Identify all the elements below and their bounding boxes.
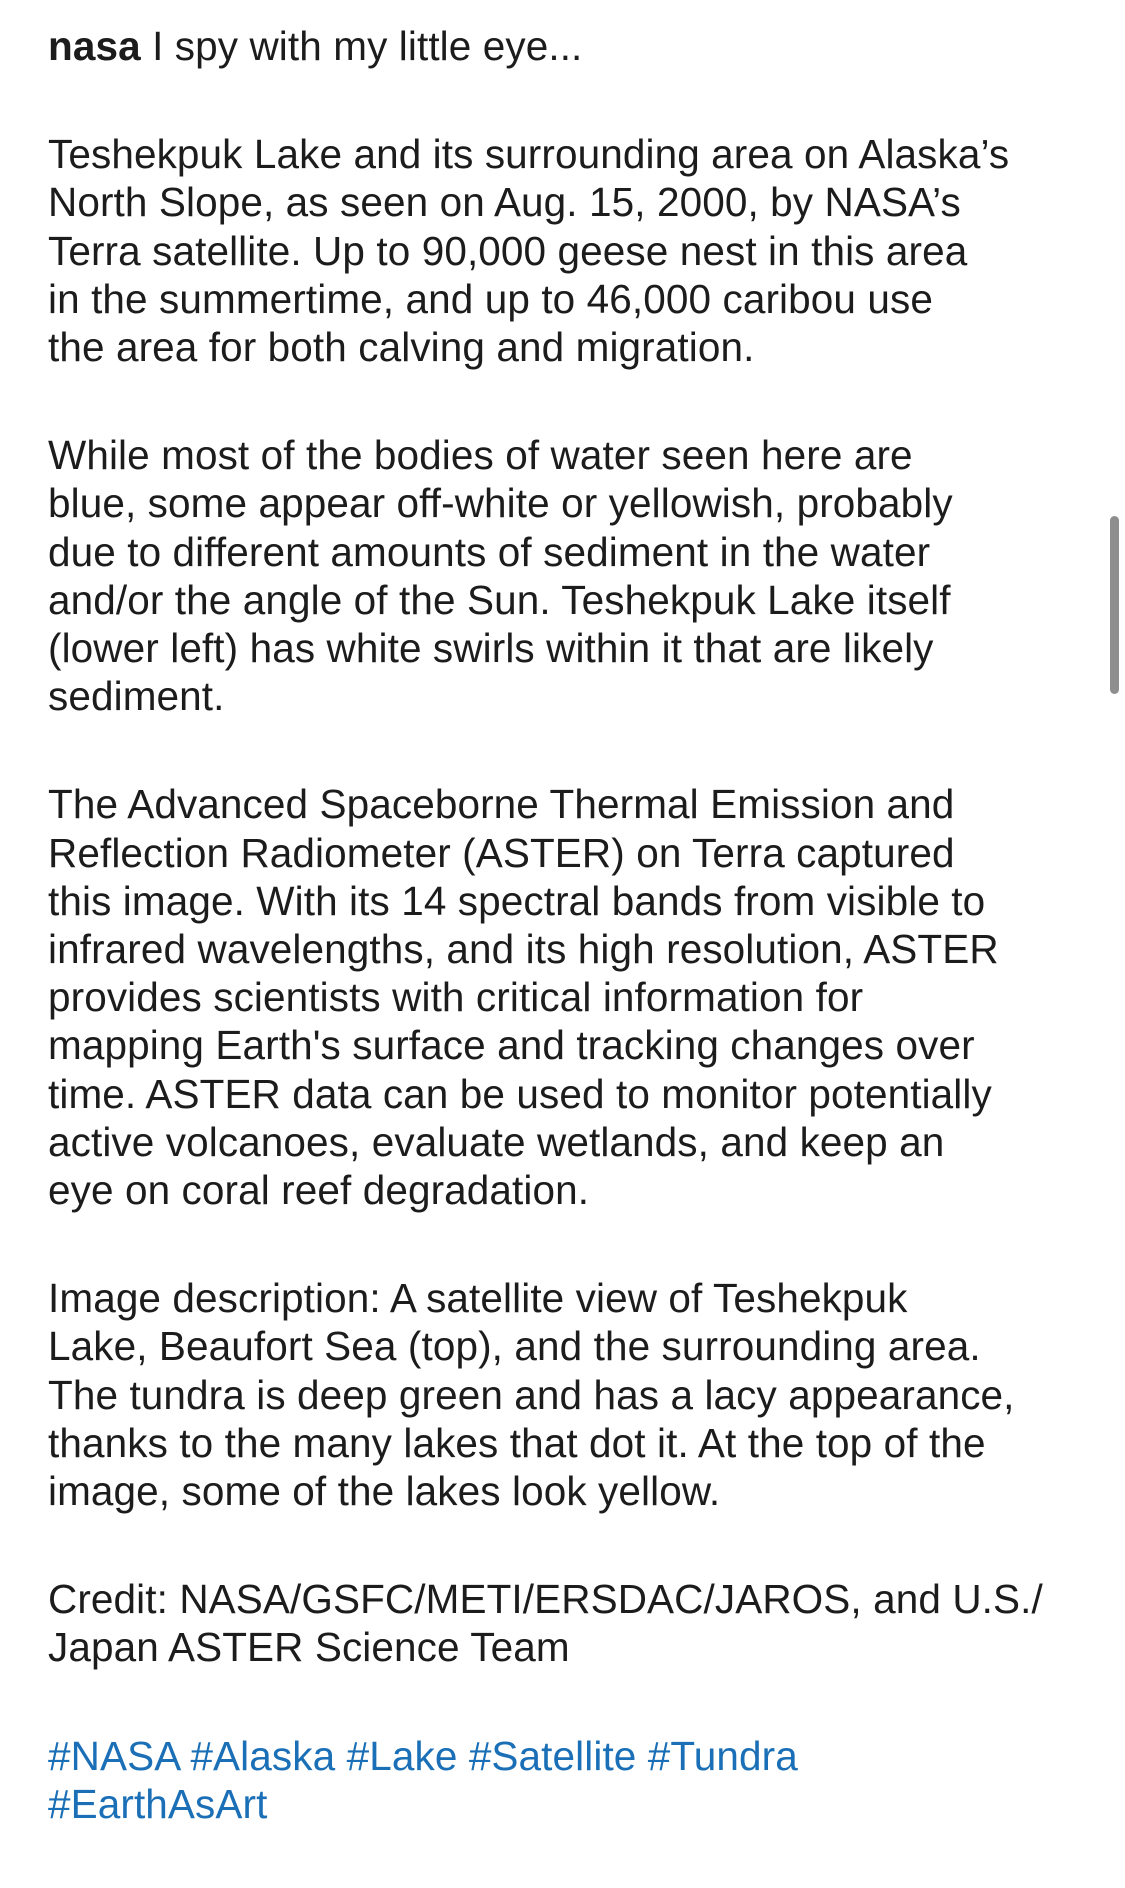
caption-paragraph-4: Image description: A satellite view of Teshekpuk Lake, Beaufort Sea (top), and the surrounding area. The tundra is deep green and has a lacy appearance, thanks to the many lakes that dot it. At the top of the image, some of the lakes look yellow. [48, 1275, 1015, 1515]
hashtag-alaska[interactable]: #Alaska [190, 1732, 336, 1779]
hashtag-list [48, 1732, 1078, 1828]
caption-paragraph-2: While most of the bodies of water seen here are blue, some appear off-white or yellowish, probably due to different amounts of sediment in the water and/or the angle of the Sun. Teshekpuk Lake itself (lower left) has white swirls within it that are likely sediment. [48, 432, 953, 720]
caption-credit: Credit: NASA/GSFC/METI/ERSDAC/JAROS, and U.S./ Japan ASTER Science Team [48, 1576, 1043, 1671]
post-caption [48, 22, 1078, 1888]
username-link[interactable]: nasa [48, 23, 141, 69]
hashtag-satellite[interactable]: #Satellite [468, 1732, 637, 1779]
caption-paragraph-3: The Advanced Spaceborne Thermal Emission and Reflection Radiometer (ASTER) on Terra captured this image. With its 14 spectral bands from visible to infrared wavelengths, and its high resolution, ASTER provides scientists with critical information for mapping Earth's surface and tracking changes over time. ASTER data can be used to monitor potentially active volcanoes, evaluate wetlands, and keep an eye on coral reef degradation. [48, 781, 999, 1214]
caption-intro-text: I spy with my little eye... [152, 23, 583, 69]
caption-first-line [48, 22, 1078, 70]
caption-paragraph-1: Teshekpuk Lake and its surrounding area on Alaska’s North Slope, as seen on Aug. 15, 2000, by NASA’s Terra satellite. Up to 90,000 geese nest in this area in the summertime, and up to 46,000 caribou use the area for both calving and migration. [48, 131, 1010, 371]
hashtag-tundra[interactable]: #Tundra [647, 1732, 798, 1779]
hashtag-lake[interactable]: #Lake [346, 1732, 458, 1779]
hashtag-nasa[interactable]: #NASA [48, 1732, 180, 1779]
hashtag-earthasart[interactable]: #EarthAsArt [48, 1780, 268, 1827]
scrollbar-thumb[interactable] [1110, 516, 1119, 694]
